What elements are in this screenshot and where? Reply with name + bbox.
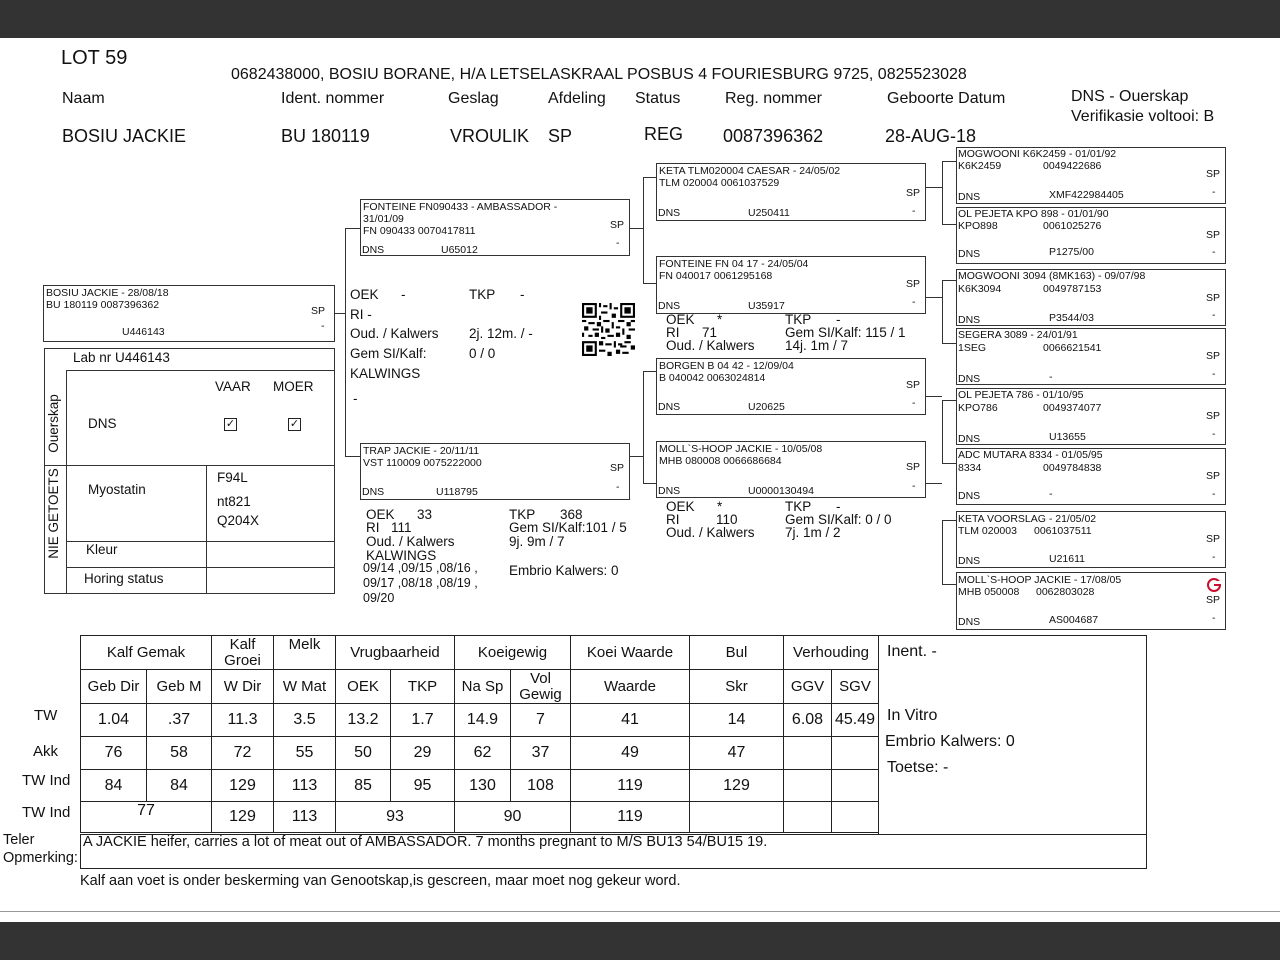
ggp1-code: XMF422984405 — [1049, 189, 1124, 201]
gp-borgen-title: BORGEN B 04 42 - 12/09/04 — [659, 360, 794, 372]
twind2-skr — [690, 802, 784, 833]
tw-geb-dir: 1.04 — [81, 704, 147, 737]
tw-na-sp: 14.9 — [455, 704, 511, 737]
akk-w-dir: 72 — [212, 737, 274, 770]
akk-geb-m: 58 — [147, 737, 212, 770]
moer-check-icon: ✓ — [289, 418, 300, 430]
ggp7-code: U21611 — [1049, 553, 1086, 565]
ggp5-dns: DNS — [958, 433, 981, 445]
dam-kalwings-line3: 09/20 — [363, 591, 395, 605]
row-label-akk: Akk — [33, 743, 59, 760]
sire-dash: - — [616, 237, 620, 249]
myostatin-q204x: Q204X — [217, 513, 260, 528]
gp-keta-code: U250411 — [748, 207, 790, 219]
lab-nr: Lab nr U446143 — [73, 350, 170, 365]
ggp4-sp: SP — [1206, 350, 1221, 362]
dam-kalwings-label: KALWINGS — [366, 548, 437, 563]
pedigree-line — [942, 224, 956, 225]
group-koeigewig: Koeigewig — [455, 636, 571, 670]
group-vrugbaarheid: Vrugbaarheid — [336, 636, 455, 670]
dam-oek-label: OEK — [366, 507, 395, 522]
gp2-ri-value: 110 — [716, 512, 738, 527]
vaar-header: VAAR — [215, 379, 251, 394]
gp-fonteine-code: U35917 — [748, 300, 785, 312]
getoets-row2 — [66, 567, 335, 568]
sire-oek-label: OEK — [350, 287, 379, 302]
twind-oek: 85 — [336, 770, 391, 802]
dam-embrio: Embrio Kalwers: 0 — [509, 563, 619, 578]
pedigree-line — [942, 400, 943, 463]
sire-kalwings-value: - — [353, 391, 358, 406]
gp-fonteine-ids: FN 040017 0061295168 — [659, 270, 773, 282]
pedigree-line — [942, 280, 943, 343]
sub-oek: OEK — [336, 670, 391, 704]
teler-label: Teler — [3, 832, 35, 848]
ggp1-id: K6K2459 — [958, 160, 1002, 172]
col-status: Status — [635, 90, 681, 107]
col-naam: Naam — [62, 90, 105, 107]
tw-vol-gewig: 7 — [511, 704, 571, 737]
gp2-oek-value: * — [717, 499, 723, 514]
group-koei-waarde: Koei Waarde — [571, 636, 690, 670]
akk-w-mat: 55 — [274, 737, 336, 770]
ggp3-title: MOGWOONI 3094 (8MK163) - 09/07/98 — [958, 270, 1146, 282]
col-geboorte: Geboorte Datum — [887, 90, 1006, 107]
twind2-sgv — [832, 802, 879, 833]
ggp6-dash: - — [1212, 488, 1216, 500]
pedigree-line — [942, 161, 956, 162]
row-label-tw-ind-2: TW Ind — [22, 804, 71, 821]
ggp4-title: SEGERA 3089 - 24/01/91 — [958, 329, 1078, 341]
dam-tkp-label: TKP — [509, 507, 536, 522]
gp-keta-dash: - — [912, 205, 916, 217]
akk-na-sp: 62 — [455, 737, 511, 770]
ggp5-reg: 0049374077 — [1043, 402, 1102, 414]
embrio-kalwers-label: Embrio Kalwers: 0 — [885, 733, 1015, 750]
ggp8-title: MOLL`S-HOOP JACKIE - 17/08/05 — [958, 574, 1122, 586]
akk-tkp: 29 — [391, 737, 455, 770]
ggp6-code: - — [1049, 488, 1053, 500]
twind2-ggv — [784, 802, 832, 833]
gp-fonteine-sp: SP — [906, 278, 921, 290]
sub-ggv: GGV — [784, 670, 832, 704]
gp-borgen-code: U20625 — [748, 401, 785, 413]
ggp3-dns: DNS — [958, 314, 981, 326]
sire-ri: RI - — [350, 307, 372, 322]
ggp2-code: P1275/00 — [1049, 246, 1094, 258]
breeding-values-table — [80, 635, 879, 833]
gp1-ri-label: RI — [666, 325, 680, 340]
ggp8-dash: - — [1212, 612, 1216, 624]
dns-label: DNS — [88, 416, 117, 431]
tw-waarde: 41 — [571, 704, 690, 737]
ggp3-id: K6K3094 — [958, 283, 1002, 295]
twind-w-mat: 113 — [274, 770, 336, 802]
dam-tkp-value: 368 — [560, 507, 583, 522]
sire-tkp-label: TKP — [469, 287, 496, 302]
tw-oek: 13.2 — [336, 704, 391, 737]
dns-title: DNS - Ouerskap — [1071, 88, 1189, 105]
ggp5-dash: - — [1212, 428, 1216, 440]
ggp6-reg: 0049784838 — [1043, 462, 1102, 474]
sire-tkp-value: - — [520, 287, 525, 302]
gp-mollshoop-dash: - — [912, 480, 916, 492]
dam-ids: VST 110009 0075222000 — [363, 457, 482, 469]
twind-tkp: 95 — [391, 770, 455, 802]
lot-number: LOT 59 — [61, 47, 128, 69]
ggp4-id: 1SEG — [958, 342, 987, 354]
top-bar — [0, 0, 1280, 38]
pedigree-line — [643, 483, 656, 484]
dam-code: U118795 — [436, 486, 478, 498]
pedigree-line — [942, 584, 956, 585]
value-naam: BOSIU JACKIE — [62, 126, 187, 146]
gp-keta-ids: TLM 020004 0061037529 — [659, 177, 780, 189]
bottom-rule — [0, 911, 1280, 912]
gp2-oek-label: OEK — [666, 499, 695, 514]
twind-sgv — [832, 770, 879, 802]
akk-waarde: 49 — [571, 737, 690, 770]
group-kalf-gemak: Kalf Gemak — [81, 636, 212, 670]
ouerskap-side-label: Ouerskap — [45, 394, 61, 453]
animal-sp: SP — [311, 305, 326, 317]
ggp5-id: KPO786 — [958, 402, 998, 414]
tw-w-dir: 11.3 — [212, 704, 274, 737]
twind2-w-dir: 129 — [212, 802, 274, 833]
pedigree-line — [942, 280, 956, 281]
ggp6-dns: DNS — [958, 490, 981, 502]
pedigree-line — [345, 456, 360, 457]
sire-gem-label: Gem SI/Kalf: — [350, 346, 427, 361]
sub-na-sp: Na Sp — [455, 670, 511, 704]
ggp7-reg: 0061037511 — [1034, 525, 1092, 537]
gp-mollshoop-sp: SP — [906, 461, 921, 473]
ggp5-code: U13655 — [1049, 431, 1086, 443]
ggp2-title: OL PEJETA KPO 898 - 01/01/90 — [958, 208, 1109, 220]
value-reg: 0087396362 — [723, 126, 824, 146]
dam-sp: SP — [610, 462, 625, 474]
pedigree-line — [926, 187, 942, 188]
gp2-gem: Gem SI/Kalf: 0 / 0 — [785, 512, 892, 527]
pedigree-line — [643, 177, 644, 283]
pedigree-line — [942, 400, 956, 401]
twind-vol-gewig: 108 — [511, 770, 571, 802]
akk-vol-gewig: 37 — [511, 737, 571, 770]
pedigree-line — [926, 297, 942, 298]
myostatin-label: Myostatin — [88, 482, 146, 497]
gp-borgen-sp: SP — [906, 379, 921, 391]
akk-skr: 47 — [690, 737, 784, 770]
footer-note: Kalf aan voet is onder beskerming van Genootskap,is gescreen, maar moet nog gekeur word. — [80, 873, 681, 889]
ggp5-title: OL PEJETA 786 - 01/10/95 — [958, 389, 1084, 401]
group-bul: Bul — [690, 636, 784, 670]
gp-keta-sp: SP — [906, 187, 921, 199]
ggp6-title: ADC MUTARA 8334 - 01/05/95 — [958, 449, 1103, 461]
sub-waarde: Waarde — [571, 670, 690, 704]
getoets-side-divider — [66, 465, 67, 594]
gp-fonteine-title: FONTEINE FN 04 17 - 24/05/04 — [659, 258, 809, 270]
sire-dns: DNS — [362, 244, 385, 256]
gp1-gem: Gem SI/Kalf: 115 / 1 — [785, 325, 906, 340]
group-kalf-groei: Kalf Groei — [212, 636, 274, 670]
gp-fonteine-dash: - — [912, 296, 916, 308]
dam-title: TRAP JACKIE - 20/11/11 — [363, 445, 480, 457]
ggp8-reg: 0062803028 — [1036, 586, 1095, 598]
twind2-waarde: 119 — [571, 802, 690, 833]
akk-oek: 50 — [336, 737, 391, 770]
ggp1-dns: DNS — [958, 191, 981, 203]
ggp3-reg: 0049787153 — [1043, 283, 1102, 295]
gp-keta-dns: DNS — [658, 207, 681, 219]
gp-fonteine-dns: DNS — [658, 300, 681, 312]
pedigree-line — [942, 161, 943, 224]
ggp1-title: MOGWOONI K6K2459 - 01/01/92 — [958, 148, 1117, 160]
sub-w-mat: W Mat — [274, 670, 336, 704]
gp-mollshoop-code: U0000130494 — [748, 485, 814, 497]
sub-vol-gewig: Vol Gewig — [511, 670, 571, 704]
pedigree-line — [926, 483, 942, 484]
sire-title: FONTEINE FN090433 - AMBASSADOR - — [363, 201, 558, 213]
horing-label: Horing status — [84, 571, 164, 586]
kleur-label: Kleur — [86, 542, 118, 557]
vaar-check-icon: ✓ — [225, 418, 236, 430]
myostatin-nt821: nt821 — [217, 494, 251, 509]
ggp8-dns: DNS — [958, 616, 981, 628]
pedigree-line — [942, 463, 956, 464]
twind2-w-mat: 113 — [274, 802, 336, 833]
ggp8-sp: SP — [1206, 594, 1221, 606]
dam-oud-label: Oud. / Kalwers — [366, 534, 455, 549]
ggp6-sp: SP — [1206, 470, 1221, 482]
tw-skr: 14 — [690, 704, 784, 737]
dam-kalwings-line1: 09/14 ,09/15 ,08/16 , — [363, 561, 478, 575]
ggp1-dash: - — [1212, 186, 1216, 198]
dam-gem: Gem SI/Kalf:101 / 5 — [509, 520, 627, 535]
dam-ri-value: 111 — [391, 520, 412, 535]
ggp7-dash: - — [1212, 551, 1216, 563]
gp-mollshoop-dns: DNS — [658, 485, 681, 497]
gp2-tkp-value: - — [836, 499, 841, 514]
pedigree-line — [643, 371, 644, 483]
col-reg: Reg. nommer — [725, 90, 822, 107]
pedigree-line — [942, 343, 956, 344]
value-status: REG — [644, 124, 684, 144]
twind-ggv — [784, 770, 832, 802]
ggp6-id: 8334 — [958, 462, 982, 474]
dam-dns: DNS — [362, 486, 385, 498]
sire-code: U65012 — [441, 244, 478, 256]
value-afdeling: SP — [548, 126, 573, 146]
value-geslag: VROULIK — [450, 126, 530, 146]
gp1-oud-value: 14j. 1m / 7 — [785, 338, 849, 353]
nie-getoets-side-label: NIE GETOETS — [45, 468, 61, 559]
ggp7-sp: SP — [1206, 533, 1221, 545]
inent-label: Inent. - — [887, 643, 937, 660]
value-geboorte: 28-AUG-18 — [885, 126, 977, 146]
getoets-col-divider — [206, 465, 207, 594]
twind-geb-dir: 84 — [81, 770, 147, 802]
ggp3-sp: SP — [1206, 292, 1221, 304]
sub-skr: Skr — [690, 670, 784, 704]
lab-row-divider — [66, 370, 335, 371]
moer-header: MOER — [273, 379, 314, 394]
ggp7-dns: DNS — [958, 555, 981, 567]
lab-ouerskap-box — [44, 348, 335, 466]
remarks-text: A JACKIE heifer, carries a lot of meat out of AMBASSADOR. 7 months pregnant to M/S BU13 54/BU15 19. — [83, 834, 768, 850]
in-vitro-label: In Vitro — [887, 707, 938, 724]
gp-borgen-dash: - — [912, 397, 916, 409]
sire-ids: FN 090433 0070417811 — [363, 225, 476, 237]
group-verhouding: Verhouding — [784, 636, 879, 670]
sub-sgv: SGV — [832, 670, 879, 704]
sub-geb-dir: Geb Dir — [81, 670, 147, 704]
sire-kalwings-label: KALWINGS — [350, 366, 421, 381]
genootskap-logo-icon — [1206, 577, 1222, 593]
ggp4-dash: - — [1212, 368, 1216, 380]
pedigree-line — [630, 456, 643, 457]
sire-oud-value: 2j. 12m. / - — [469, 326, 533, 341]
gp-mollshoop-ids: MHB 080008 0066686684 — [659, 455, 782, 467]
gp1-oek-label: OEK — [666, 312, 695, 327]
twind-geb-m: 84 — [147, 770, 212, 802]
gp1-oud-label: Oud. / Kalwers — [666, 338, 755, 353]
tw-sgv: 45.49 — [832, 704, 879, 737]
ggp2-dash: - — [1212, 246, 1216, 258]
twind-w-dir: 129 — [212, 770, 274, 802]
sire-oek-value: - — [401, 287, 406, 302]
sub-tkp: TKP — [391, 670, 455, 704]
dam-ri-label: RI — [366, 520, 380, 535]
akk-ggv — [784, 737, 832, 770]
gp-borgen-ids: B 040042 0063024814 — [659, 372, 766, 384]
tw-tkp: 1.7 — [391, 704, 455, 737]
row-label-tw-ind: TW Ind — [22, 772, 71, 789]
ggp2-dns: DNS — [958, 248, 981, 260]
ggp7-id: TLM 020003 — [958, 525, 1017, 537]
owner-line: 0682438000, BOSIU BORANE, H/A LETSELASKRAAL POSBUS 4 FOURIESBURG 9725, 0825523028 — [231, 66, 967, 83]
gp-borgen-dns: DNS — [658, 401, 681, 413]
gp1-tkp-value: - — [836, 312, 841, 327]
twind-skr: 129 — [690, 770, 784, 802]
twind2-koeigewig: 90 — [455, 802, 571, 833]
gp2-tkp-label: TKP — [785, 499, 812, 514]
group-melk: Melk — [274, 636, 336, 670]
pedigree-line — [942, 520, 956, 521]
ggp4-code: - — [1049, 371, 1053, 383]
sire-gem-value: 0 / 0 — [469, 346, 496, 361]
dam-kalwings-line2: 09/17 ,08/18 ,08/19 , — [363, 576, 478, 590]
pedigree-line — [345, 228, 360, 229]
dam-dash: - — [616, 481, 620, 493]
col-geslag: Geslag — [448, 90, 499, 107]
ggp1-reg: 0049422686 — [1043, 160, 1102, 172]
animal-title: BOSIU JACKIE - 28/08/18 — [46, 287, 169, 299]
myostatin-f94l: F94L — [217, 470, 248, 485]
gp1-oek-value: * — [717, 312, 723, 327]
col-afdeling: Afdeling — [548, 90, 606, 107]
ggp2-sp: SP — [1206, 229, 1221, 241]
sire-sp: SP — [610, 219, 625, 231]
dam-oek-value: 33 — [417, 507, 433, 522]
sire-oud-label: Oud. / Kalwers — [350, 326, 439, 341]
ggp2-reg: 0061025276 — [1043, 220, 1102, 232]
pedigree-line — [926, 396, 942, 397]
pedigree-line — [643, 283, 656, 284]
dns-verification: Verifikasie voltooi: B — [1071, 108, 1215, 125]
pedigree-line — [643, 177, 656, 178]
ggp3-code: P3544/03 — [1049, 312, 1094, 324]
tw-geb-m: .37 — [147, 704, 212, 737]
ggp1-sp: SP — [1206, 168, 1221, 180]
pedigree-line — [630, 228, 643, 229]
gp2-oud-label: Oud. / Kalwers — [666, 525, 755, 540]
value-ident: BU 180119 — [281, 126, 370, 146]
twind-na-sp: 130 — [455, 770, 511, 802]
row-label-tw: TW — [34, 707, 58, 724]
animal-dash: - — [321, 320, 325, 332]
sub-w-dir: W Dir — [212, 670, 274, 704]
gp-mollshoop-title: MOLL`S-HOOP JACKIE - 10/05/08 — [659, 443, 823, 455]
opmerking-label: Opmerking: — [3, 850, 78, 866]
ggp7-title: KETA VOORSLAG - 21/05/02 — [958, 513, 1097, 525]
dam-oud-value: 9j. 9m / 7 — [509, 534, 565, 549]
bottom-bar — [0, 922, 1280, 960]
gp2-oud-value: 7j. 1m / 2 — [785, 525, 841, 540]
animal-code: U446143 — [122, 326, 165, 338]
sub-geb-m: Geb M — [147, 670, 212, 704]
pedigree-line — [643, 371, 656, 372]
ggp4-dns: DNS — [958, 373, 981, 385]
lab-side-divider — [66, 370, 67, 466]
akk-sgv — [832, 737, 879, 770]
qr-code-icon — [582, 303, 635, 356]
twind2-vrugbaarheid: 93 — [336, 802, 455, 833]
twind2-kalf-gemak: 77 — [81, 802, 212, 833]
gp-keta-title: KETA TLM020004 CAESAR - 24/05/02 — [659, 165, 841, 177]
gp1-ri-value: 71 — [702, 325, 718, 340]
col-ident: Ident. nommer — [281, 90, 385, 107]
toetse-label: Toetse: - — [887, 759, 949, 776]
akk-geb-dir: 76 — [81, 737, 147, 770]
pedigree-line — [345, 228, 346, 456]
tw-ggv: 6.08 — [784, 704, 832, 737]
gp1-tkp-label: TKP — [785, 312, 812, 327]
ggp8-code: AS004687 — [1049, 614, 1099, 626]
gp2-ri-label: RI — [666, 512, 680, 527]
tw-w-mat: 3.5 — [274, 704, 336, 737]
ggp5-sp: SP — [1206, 410, 1221, 422]
ggp2-id: KPO898 — [958, 220, 998, 232]
twind-waarde: 119 — [571, 770, 690, 802]
sire-date: 31/01/09 — [363, 213, 404, 225]
pedigree-line — [942, 520, 943, 584]
ggp8-id: MHB 050008 — [958, 586, 1020, 598]
animal-ids: BU 180119 0087396362 — [46, 299, 160, 311]
ggp4-reg: 0066621541 — [1043, 342, 1102, 354]
pedigree-line — [335, 313, 345, 314]
ggp3-dash: - — [1212, 309, 1216, 321]
